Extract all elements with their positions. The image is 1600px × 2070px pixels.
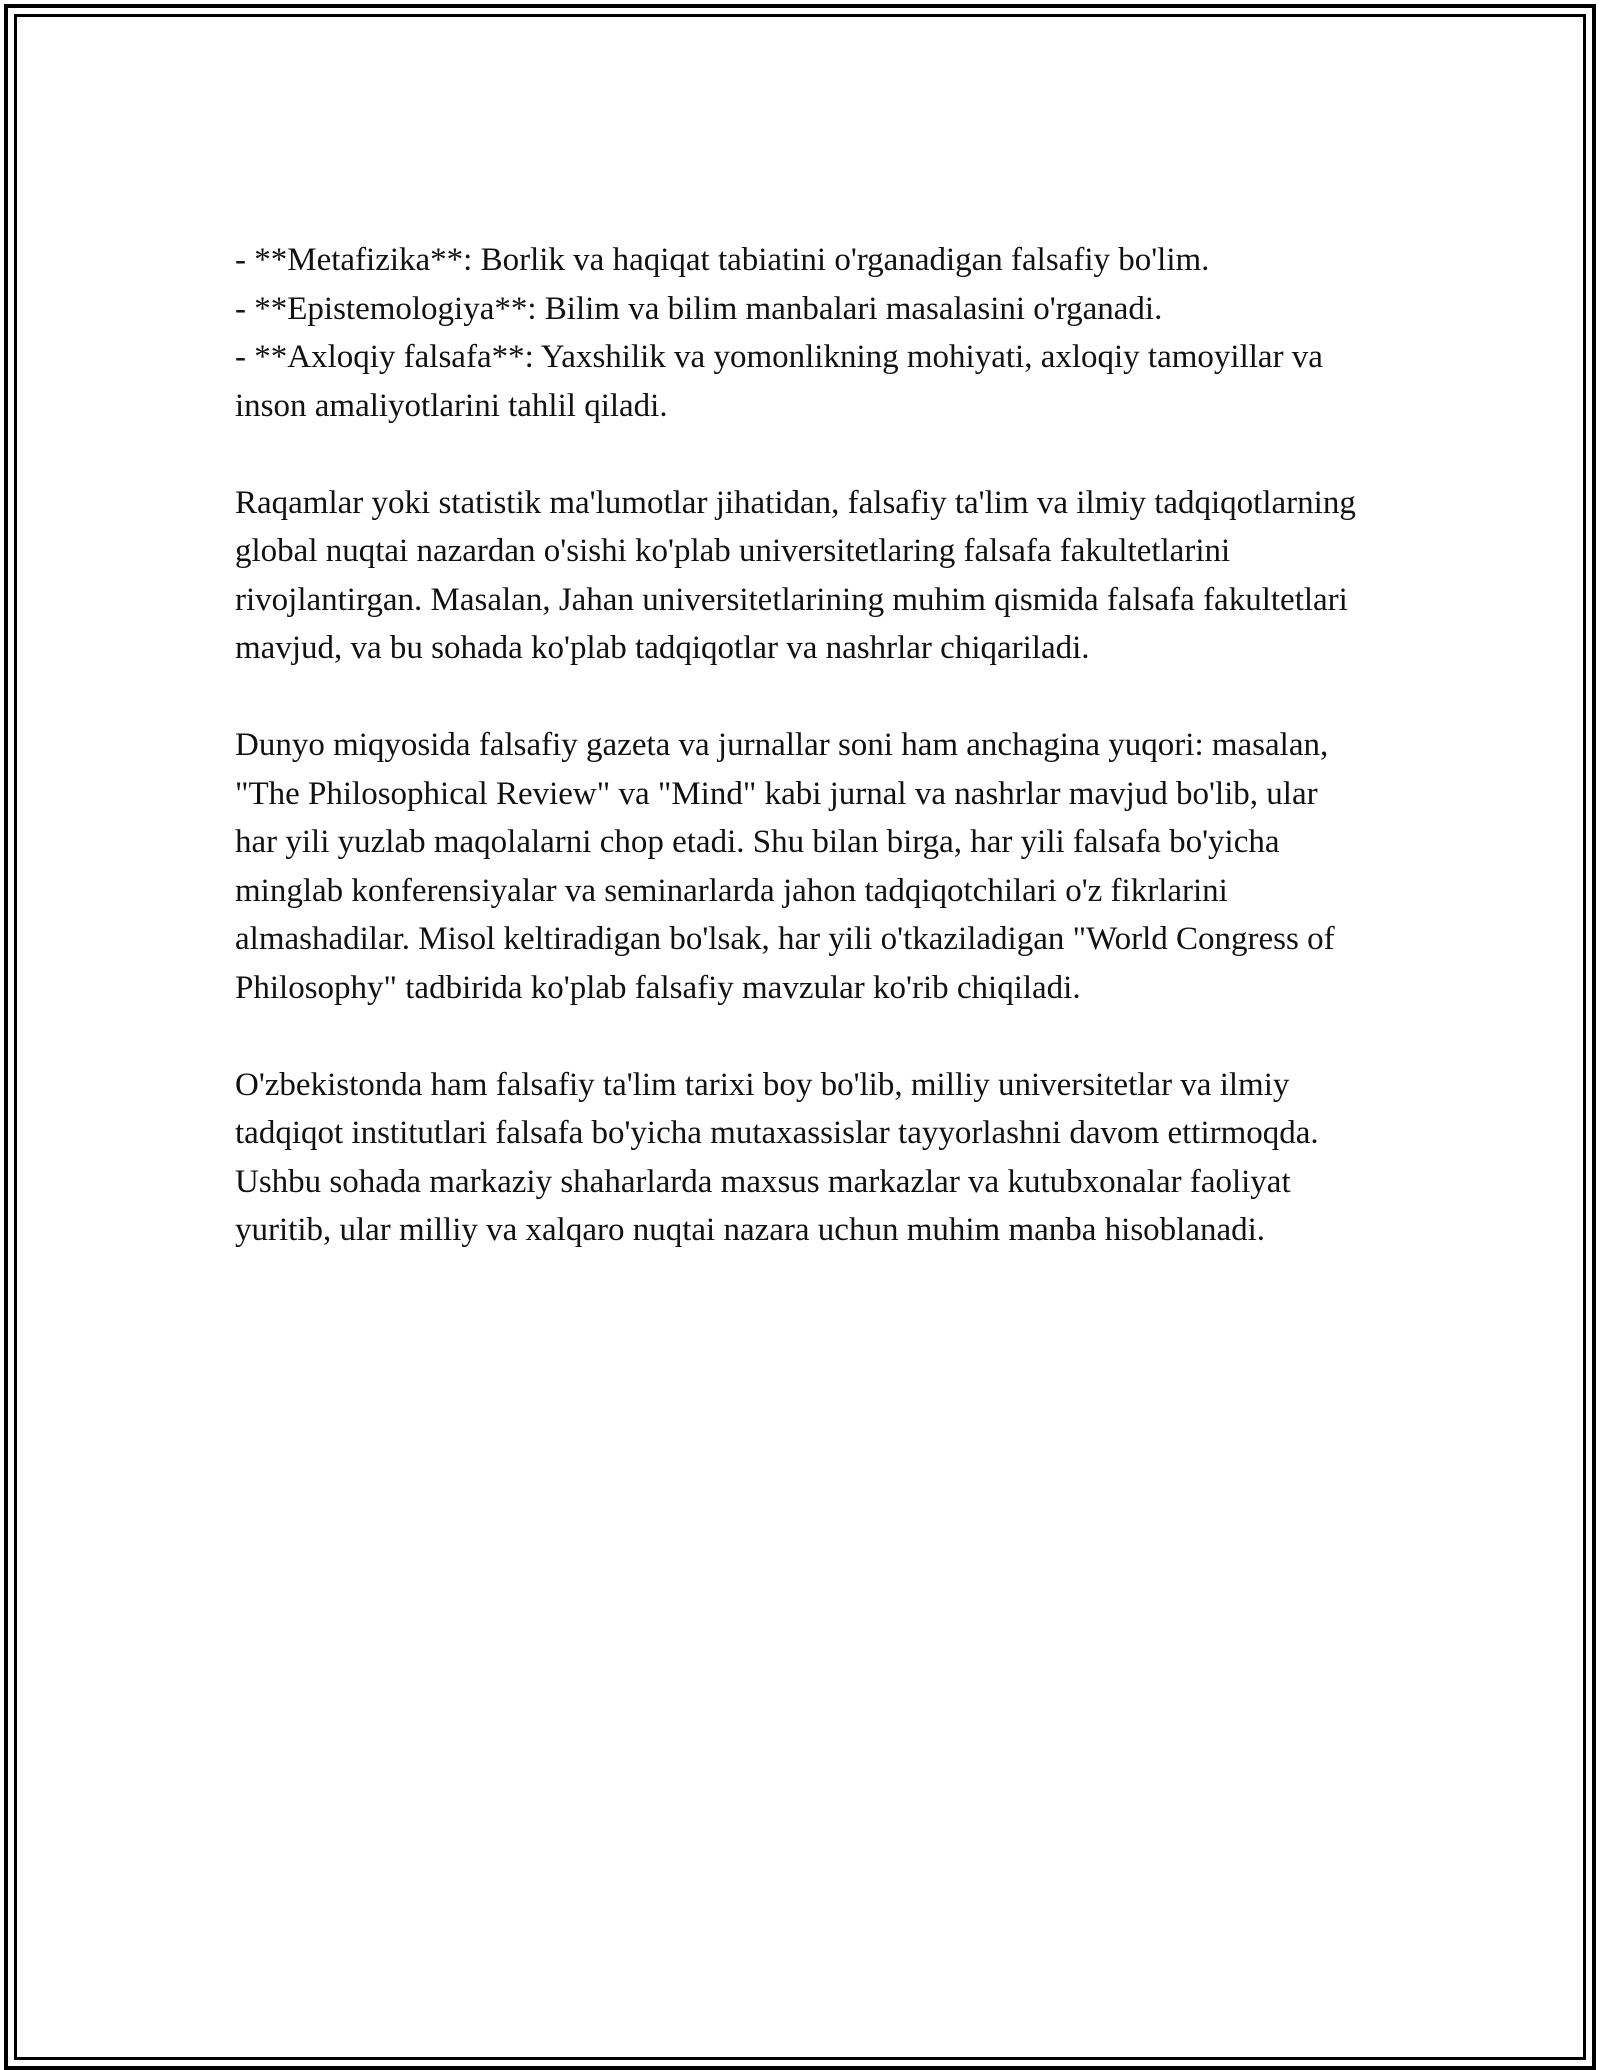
list-item-metafizika: - **Metafizika**: Borlik va haqiqat tabiatini o'rganadigan falsafiy bo'lim. [235, 242, 1210, 278]
paragraph-uzbekistan: O'zbekistonda ham falsafiy ta'lim tarixi boy bo'lib, milliy universitetlar va ilmiy tadqiqot institutlari falsafa bo'yicha mutaxassislar tayyorlashni davom ettirmoqda. Ushbu sohada markaziy shaharlarda maxsus markazlar va kutubxonalar faoliyat yuritib, ular milliy va xalqaro nuqtai nazara uchun muhim manba hisoblanadi. [235, 1066, 1319, 1248]
paragraph-statistics: Raqamlar yoki statistik ma'lumotlar jihatidan, falsafiy ta'lim va ilmiy tadqiqotlarning global nuqtai nazardan o'sishi ko'plab universitetlaring falsafa fakultetlarini rivojlantirgan. Masalan, Jahan universitetlarining muhim qismida falsafa fakultetlari mavjud, va bu sohada ko'plab tadqiqotlar va nashrlar chiqariladi. [235, 484, 1356, 666]
list-item-axloqiy-falsafa: - **Axloqiy falsafa**: Yaxshilik va yomonlikning mohiyati, axloqiy tamoyillar va inson amaliyotlarini tahlil qiladi. [235, 339, 1323, 424]
document-body [235, 236, 1365, 1255]
branch-list [235, 236, 1365, 430]
paragraph-journals: Dunyo miqyosida falsafiy gazeta va jurnallar soni ham anchagina yuqori: masalan, "The Philosophical Review" va "Mind" kabi jurnal va nashrlar mavjud bo'lib, ular har yili yuzlab maqolalarni chop etadi. Shu bilan birga, har yili falsafa bo'yicha minglab konferensiyalar va seminarlarda jahon tadqiqotchilari o'z fikrlarini almashadilar. Misol keltiradigan bo'lsak, har yili o'tkaziladigan "World Congress of Philosophy" tadbirida ko'plab falsafiy mavzular ko'rib chiqiladi. [235, 727, 1335, 1006]
list-item-epistemologiya: - **Epistemologiya**: Bilim va bilim manbalari masalasini o'rganadi. [235, 290, 1163, 327]
